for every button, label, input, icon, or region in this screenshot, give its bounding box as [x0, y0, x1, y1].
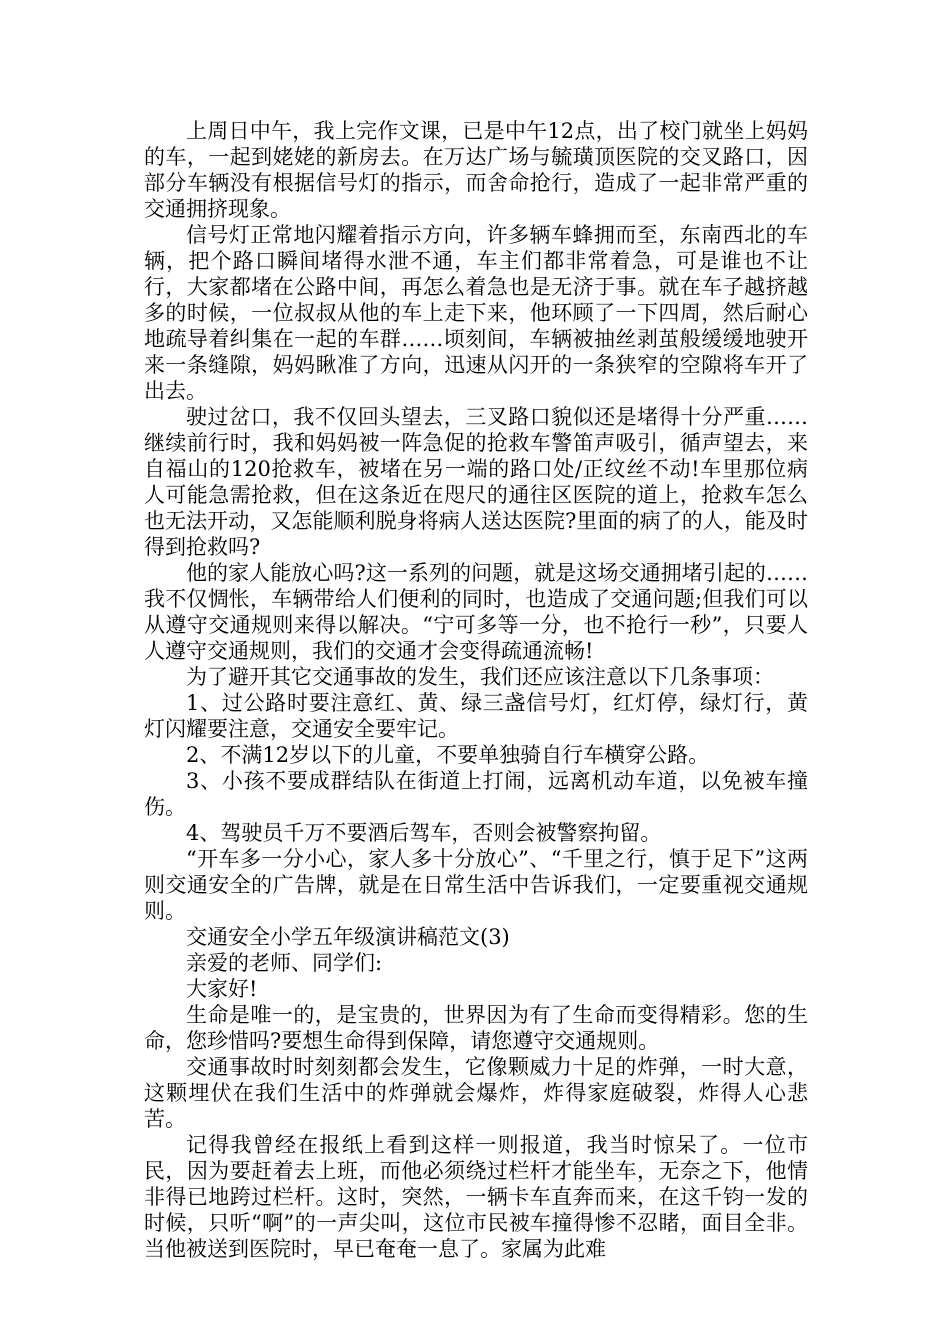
paragraph: 生命是唯一的，是宝贵的，世界因为有了生命而变得精彩。您的生命，您珍惜吗?要想生命得到保障，请您遵守交通规则。 [144, 1003, 808, 1053]
paragraph: 记得我曾经在报纸上看到这样一则报道，我当时惊呆了。一位市民，因为要赶着去上班，而他必须绕过栏杆才能坐车，无奈之下，他情非得已地跨过栏杆。这时，突然，一辆卡车直奔而来，在这千钧一发的时候，只听“啊”的一声尖叫，这位市民被车撞得惨不忍睹，面目全非。当他被送到医院时，早已奄奄一息了。家属为此难 [144, 1133, 808, 1261]
section-title: 交通安全小学五年级演讲稿范文(3) [186, 925, 510, 949]
list-item: 3、小孩不要成群结队在街道上打闹，远离机动车道，以免被车撞伤。 [144, 769, 808, 819]
paragraph: 他的家人能放心吗?这一系列的问题，就是这场交通拥堵引起的……我不仅惆怅，车辆带给人们便利的同时，也造成了交通问题;但我们可以从遵守交通规则来得以解决。“宁可多等一分，也不抢行一秒”，只要人人遵守交通规则，我们的交通才会变得疏通流畅! [144, 561, 808, 663]
paragraph: 信号灯正常地闪耀着指示方向，许多辆车蜂拥而至，东南西北的车辆，把个路口瞬间堵得水泄不通，车主们都非常着急，可是谁也不让行，大家都堵在公路中间，再怎么着急也是无济于事。就在车子越挤越多的时候，一位叔叔从他的车上走下来，他环顾了一下四周，然后耐心地疏导着纠集在一起的车群……顷刻间，车辆被抽丝剥茧般缓缓地驶开来一条缝隙，妈妈瞅准了方向，迅速从闪开的一条狭窄的空隙将车开了出去。 [144, 223, 808, 403]
paragraph: 上周日中午，我上完作文课，已是中午12点，出了校门就坐上妈妈的车，一起到姥姥的新房去。在万达广场与毓璜顶医院的交叉路口，因部分车辆没有根据信号灯的指示，而舍命抢行，造成了一起非常严重的交通拥挤现象。 [144, 119, 808, 221]
paragraph: 交通事故时时刻刻都会发生，它像颗威力十足的炸弹，一时大意，这颗埋伏在我们生活中的炸弹就会爆炸，炸得家庭破裂，炸得人心悲苦。 [144, 1055, 808, 1131]
paragraph: 驶过岔口，我不仅回头望去，三叉路口貌似还是堵得十分严重……继续前行时，我和妈妈被一阵急促的抢救车警笛声吸引，循声望去，来自福山的120抢救车，被堵在另一端的路口处/正纹丝不动!车里那位病人可能急需抢救，但在这条近在咫尺的通往区医院的道上，抢救车怎么也无法开动，又怎能顺利脱身将病人送达医院?里面的病了的人，能及时得到抢救吗? [144, 405, 808, 559]
paragraph: 为了避开其它交通事故的发生，我们还应该注意以下几条事项： [186, 665, 774, 689]
list-item: 2、不满12岁以下的儿童，不要单独骑自行车横穿公路。 [186, 743, 710, 767]
document-body [144, 118, 808, 1262]
greeting: 大家好! [186, 977, 258, 1001]
salutation: 亲爱的老师、同学们: [186, 951, 383, 975]
list-item: 1、过公路时要注意红、黄、绿三盏信号灯，红灯停，绿灯行，黄灯闪耀要注意，交通安全要牢记。 [144, 691, 808, 741]
paragraph: “开车多一分小心，家人多十分放心”、“千里之行，慎于足下”这两则交通安全的广告牌，就是在日常生活中告诉我们，一定要重视交通规则。 [144, 847, 808, 923]
list-item: 4、驾驶员千万不要酒后驾车，否则会被警察拘留。 [186, 821, 662, 845]
